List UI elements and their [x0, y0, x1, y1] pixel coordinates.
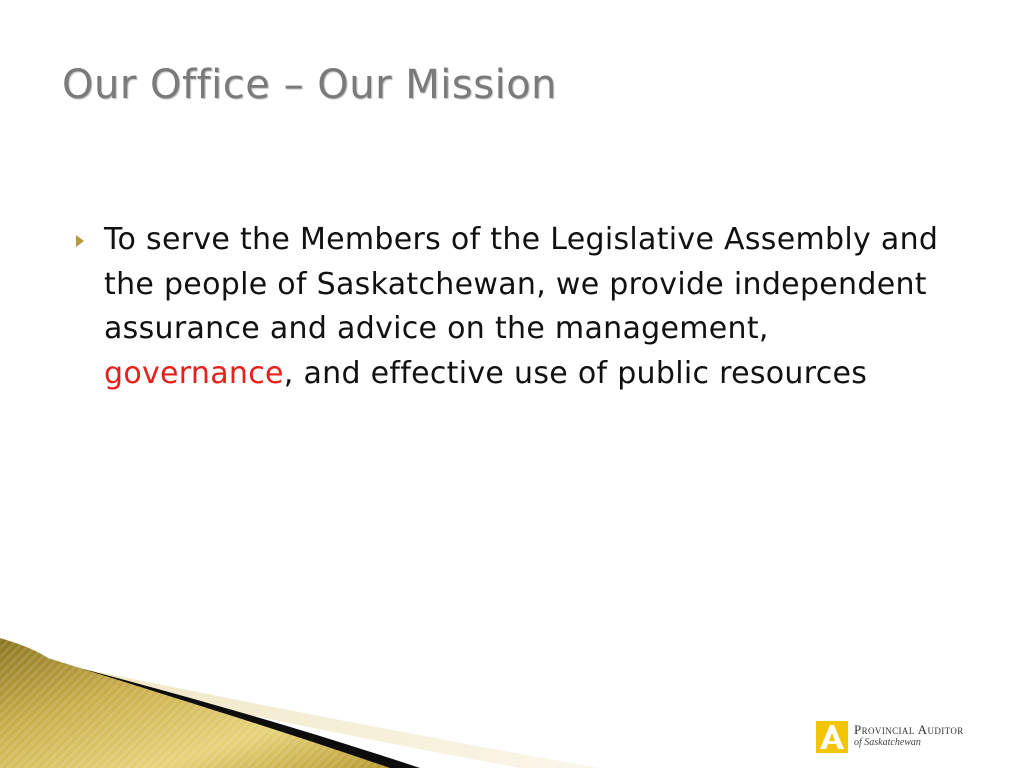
logo-name: Provincial Auditor [854, 722, 964, 737]
bullet-highlight-governance: governance [104, 355, 284, 391]
bullet-list [72, 218, 952, 396]
logo-mark-icon [816, 721, 848, 753]
logo-subtitle: of Saskatchewan [854, 737, 921, 748]
bullet-text-start: To serve the Members of the Legislative Assembly and the people of Saskatchewan, we provide independent assurance and advice on the management, [104, 222, 939, 346]
triangle-bullet-icon [76, 235, 84, 247]
bullet-item [72, 218, 952, 396]
slide-title: Our Office – Our Mission [62, 62, 558, 108]
provincial-auditor-logo [816, 721, 992, 753]
bullet-text-end: , and effective use of public resources [283, 355, 868, 391]
